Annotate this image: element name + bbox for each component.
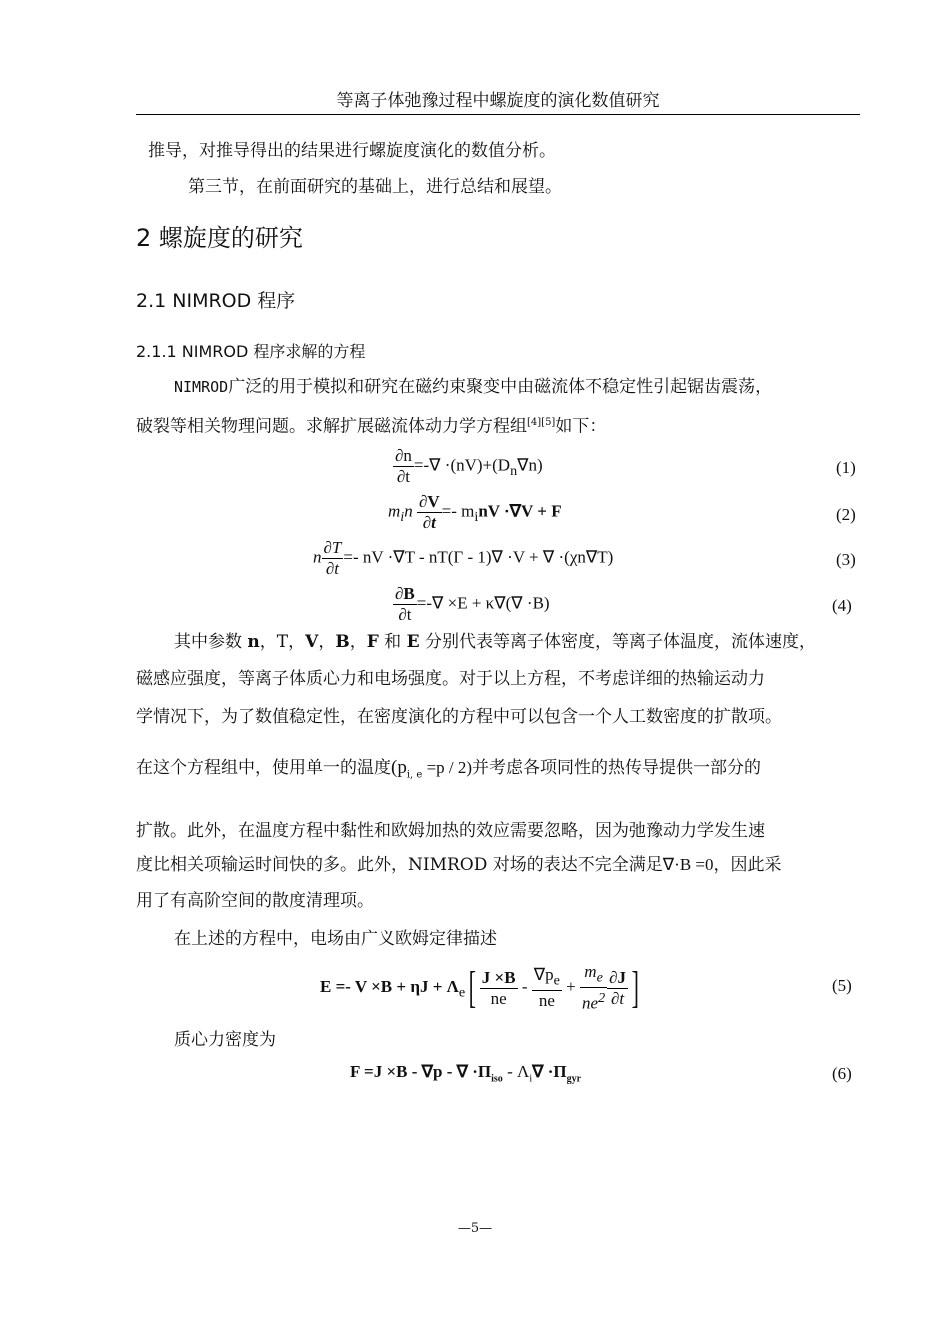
eq5-left-bracket: [ <box>468 963 477 1013</box>
temp-line <box>136 757 860 786</box>
eq2-rhs-sub: i <box>474 508 479 525</box>
temp-text-b: 并考虑各项同性的热传导提供一部分的 <box>472 758 762 778</box>
eq5-f1-den: ne <box>490 988 507 1008</box>
eq1-sub: n <box>510 462 518 479</box>
params-and: 和 <box>378 632 407 652</box>
section-heading: 2 螺旋度的研究 <box>136 224 303 252</box>
eq5-f3-den-sup: 2 <box>598 990 606 1007</box>
eq5-minus: - <box>521 976 528 996</box>
eq6-mid: - Λ <box>502 1062 530 1081</box>
eq5-lhs: E =- V ×B + ηJ + Λ <box>320 976 459 996</box>
eq6-label: (6) <box>832 1064 852 1083</box>
eq2-lhs: m <box>388 501 401 521</box>
equation-5 <box>320 962 643 1014</box>
force-intro: 质心力密度为 <box>174 1030 276 1050</box>
eq5-label: (5) <box>832 976 852 995</box>
eq5-f2-num: ∇p <box>533 964 554 984</box>
diff-line-3: 用了有高阶空间的散度清理项。 <box>136 891 374 911</box>
eq5-plus: + <box>566 976 576 996</box>
page-header <box>136 90 860 115</box>
eq6-sub-1: iso <box>491 1073 503 1085</box>
eq5-right-bracket: ] <box>631 963 640 1013</box>
eq2-rhs2: nV ·∇V + F <box>478 501 562 521</box>
param-B: B <box>335 632 350 652</box>
eq2-lhs2: n <box>404 501 413 521</box>
ohm-intro: 在上述的方程中，电场由广义欧姆定律描述 <box>174 929 497 949</box>
eq6-text: F =J ×B - ∇p - ∇ ·Π <box>350 1062 492 1081</box>
temp-formula-sub: i, e <box>406 769 423 781</box>
params-text-b: 分别代表等离子体密度，等离子体温度，流体速度， <box>419 632 816 652</box>
subsection-heading: 2.1 NIMROD 程序 <box>136 290 296 312</box>
eq5-f3-num-wrap <box>580 962 607 988</box>
equation-2 <box>388 492 562 533</box>
eq5-frac-4 <box>607 968 628 1009</box>
eq1-rhs-end: ∇n) <box>517 455 543 475</box>
diff-text-a: 度比相关项输运时间快的多。此外，NIMROD 对场的表达不完全满足 <box>136 855 663 875</box>
temp-formula-end: =p / 2) <box>422 758 473 777</box>
param-F: F <box>366 632 379 652</box>
eq5-f1-num: J ×B <box>481 967 516 987</box>
diff-line-1: 扩散。此外，在温度方程中黏性和欧姆加热的效应需要忽略，因为弛豫动力学发生速 <box>136 821 765 841</box>
citation-ref: [4][5] <box>527 417 556 428</box>
diff-text-b: ，因此采 <box>713 855 782 875</box>
eq3-rhs: =- nV ·∇T - nT(Γ - 1)∇ ·V + ∇ ·(χn∇T) <box>343 547 614 567</box>
param-E: E <box>406 632 420 652</box>
eq4-label: (4) <box>832 596 852 615</box>
intro-line-2 <box>136 412 860 438</box>
params-sep-2: ， <box>349 632 367 652</box>
temp-formula: (p <box>391 757 407 778</box>
params-line-1 <box>174 631 898 653</box>
eq3-den: ∂t <box>325 559 339 578</box>
eq5-f3-num-sub: e <box>596 969 603 986</box>
eq4-num: ∂B <box>395 584 415 603</box>
eq4-fraction <box>393 584 417 625</box>
eq5-f2-den: ne <box>538 991 555 1011</box>
intro-text-2: 破裂等相关物理问题。求解扩展磁流体动力学方程组 <box>136 416 527 437</box>
temp-text-a: 在这个方程组中，使用单一的温度 <box>136 758 391 778</box>
page-number: —5— <box>457 1221 493 1236</box>
eq1-rhs: =-∇ ·(nV)+(D <box>413 455 511 475</box>
eq1-den: ∂t <box>396 467 411 486</box>
intro-code: NIMROD <box>174 378 229 396</box>
equation-1 <box>393 446 543 487</box>
header-title: 等离子体弛豫过程中螺旋度的演化数值研究 <box>336 91 660 111</box>
eq2-den: ∂t <box>422 513 436 532</box>
eq5-f3-num: m <box>584 962 597 981</box>
paragraph-2: 第三节，在前面研究的基础上，进行总结和展望。 <box>188 177 562 197</box>
eq5-frac-2 <box>532 965 562 1011</box>
params-line-3: 学情况下，为了数值稳定性，在密度演化的方程中可以包含一个人工数密度的扩散项。 <box>136 707 782 727</box>
eq2-num: ∂V <box>418 492 440 511</box>
eq6-sub-2: i <box>529 1073 533 1085</box>
eq2-lhs-sub: i <box>400 508 405 525</box>
params-text-a: 其中参数 <box>174 632 248 652</box>
eq4-den: ∂t <box>398 605 412 624</box>
param-T: ，T， <box>259 632 306 652</box>
eq6-sub-3: gyr <box>566 1073 582 1085</box>
diff-line-2 <box>136 854 860 876</box>
eq4-rhs: =-∇ ×E + κ∇(∇ ·B) <box>416 593 550 613</box>
eq1-fraction <box>393 446 414 487</box>
eq5-f3-den: ne <box>582 994 599 1014</box>
eq2-label: (2) <box>836 505 856 524</box>
eq5-f4-den: ∂t <box>611 988 625 1008</box>
eq5-f3-den-wrap <box>580 988 607 1014</box>
params-line-2: 磁感应强度，等离子体质心力和电场强度。对于以上方程，不考虑详细的热输运动力 <box>136 669 765 689</box>
eq3-label: (3) <box>836 550 856 569</box>
eq1-label: (1) <box>836 458 856 477</box>
eq5-frac-1 <box>480 968 518 1009</box>
intro-line-1 <box>174 376 898 398</box>
equation-6 <box>350 1062 581 1084</box>
param-V: V <box>305 632 319 652</box>
eq2-rhs: =- m <box>441 501 475 521</box>
params-sep-1: ， <box>318 632 336 652</box>
eq3-num: ∂T <box>323 538 342 557</box>
eq5-f4-num: ∂J <box>609 967 627 987</box>
equation-4 <box>393 584 550 625</box>
intro-text-1: 广泛的用于模拟和研究在磁约束聚变中由磁流体不稳定性引起锯齿震荡， <box>228 377 773 397</box>
equation-3 <box>313 538 613 579</box>
diff-formula: ∇·B =0 <box>662 855 714 874</box>
eq5-f2-num-wrap <box>532 965 562 991</box>
eq1-num: ∂n <box>395 446 412 465</box>
eq3-lhs: n <box>313 547 322 567</box>
eq2-fraction <box>417 492 442 533</box>
eq5-f2-num-sub: e <box>553 972 560 989</box>
eq6-mid2: ∇ ·Π <box>532 1062 567 1081</box>
paragraph-1: 推导，对推导得出的结果进行螺旋度演化的数值分析。 <box>148 141 556 161</box>
param-n: n <box>247 632 260 652</box>
eq3-fraction <box>322 538 344 579</box>
subsubsection-heading: 2.1.1 NIMROD 程序求解的方程 <box>136 342 366 361</box>
eq5-frac-3 <box>580 962 607 1014</box>
eq5-lhs-sub: e <box>458 984 466 1001</box>
intro-text-2-end: 如下： <box>555 416 607 437</box>
